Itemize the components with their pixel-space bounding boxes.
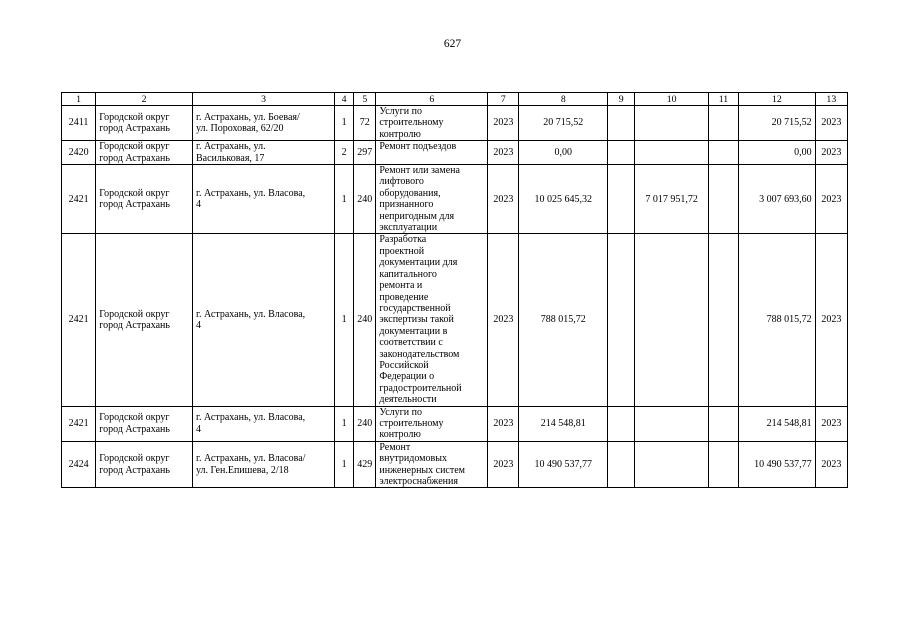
cell-work-type-line: Федерации о	[379, 371, 435, 383]
cell-col-12: 20 715,52	[739, 106, 816, 141]
page-number: 627	[443, 38, 462, 50]
cell-total-cost: 20 715,52	[519, 106, 608, 141]
cell-work-type-line: Разработка	[379, 234, 427, 246]
cell-col-5: 72	[354, 106, 376, 141]
cell-col-4: 1	[335, 406, 354, 441]
cell-col-9	[608, 441, 635, 488]
cell-work-type	[376, 106, 488, 141]
cell-municipality-line: Городской округ	[99, 412, 170, 424]
cell-col-12: 3 007 693,60	[739, 165, 816, 234]
cell-municipality-line: город Астрахань	[99, 199, 170, 211]
cell-work-type-line: Российской	[379, 359, 429, 371]
cell-work-type-line: оборудования,	[379, 187, 441, 199]
cell-year: 2023	[488, 441, 519, 488]
table-body	[62, 93, 848, 488]
cell-municipality-line: Городской округ	[99, 187, 170, 199]
cell-col-11	[708, 106, 738, 141]
cell-year: 2023	[488, 141, 519, 165]
cell-address-line: ул. Ген.Епишева, 2/18	[195, 464, 289, 476]
cell-record-id: 2421	[62, 406, 96, 441]
cell-address	[192, 406, 334, 441]
column-number: 5	[354, 93, 376, 106]
cell-year: 2023	[488, 165, 519, 234]
column-number: 12	[739, 93, 816, 106]
cell-municipality-line: Городской округ	[99, 141, 170, 153]
cell-work-type-line: лифтового	[379, 176, 424, 188]
column-number: 3	[192, 93, 334, 106]
cell-work-type-line: контролю	[379, 128, 421, 140]
cell-total-cost: 788 015,72	[519, 234, 608, 406]
column-number: 9	[608, 93, 635, 106]
cell-col-11	[708, 441, 738, 488]
cell-col-12: 214 548,81	[739, 406, 816, 441]
column-number: 6	[376, 93, 488, 106]
cell-col-10	[635, 234, 709, 406]
column-number: 2	[96, 93, 193, 106]
cell-col-9	[608, 141, 635, 165]
cell-work-type-line: законодательством	[379, 348, 460, 360]
cell-work-type-line: капитального	[379, 268, 437, 280]
cell-record-id: 2411	[62, 106, 96, 141]
cell-completion-year: 2023	[815, 141, 847, 165]
cell-work-type-line: Ремонт	[379, 441, 411, 453]
cell-year: 2023	[488, 406, 519, 441]
cell-work-type-line: документации в	[379, 325, 448, 337]
cell-address-line: 4	[195, 423, 201, 435]
cell-work-type-line: деятельности	[379, 394, 437, 406]
cell-col-5: 240	[354, 234, 376, 406]
cell-work-type	[376, 141, 488, 165]
table-row	[62, 165, 848, 234]
cell-completion-year: 2023	[815, 441, 847, 488]
cell-work-type-line: Услуги по	[379, 406, 422, 418]
cell-work-type	[376, 441, 488, 488]
cell-address-line: г. Астрахань, ул. Власова,	[195, 412, 306, 424]
cell-col-12: 0,00	[739, 141, 816, 165]
cell-address-line: г. Астрахань, ул. Власова,	[195, 187, 306, 199]
cell-total-cost: 10 490 537,77	[519, 441, 608, 488]
column-number: 11	[708, 93, 738, 106]
cell-municipality-line: Городской округ	[99, 453, 170, 465]
cell-address	[192, 141, 334, 165]
cell-col-5: 240	[354, 165, 376, 234]
cell-work-type-line: электроснабжения	[379, 476, 458, 487]
cell-work-type	[376, 165, 488, 234]
cell-address-line: г. Астрахань, ул. Боевая/	[195, 111, 300, 123]
cell-address	[192, 441, 334, 488]
cell-municipality-line: город Астрахань	[99, 423, 170, 435]
cell-municipality-line: город Астрахань	[99, 123, 170, 135]
cell-col-11	[708, 234, 738, 406]
cell-record-id: 2421	[62, 234, 96, 406]
cell-col-9	[608, 234, 635, 406]
cell-work-type-line: строительному	[379, 417, 444, 429]
column-number: 4	[335, 93, 354, 106]
cell-work-type-line: внутридомовых	[379, 453, 447, 465]
cell-municipality	[96, 234, 193, 406]
column-number: 1	[62, 93, 96, 106]
cell-col-12: 788 015,72	[739, 234, 816, 406]
cell-year: 2023	[488, 106, 519, 141]
table-row	[62, 106, 848, 141]
cell-work-type-line: непригодным для	[379, 210, 455, 222]
cell-address-line: 4	[195, 320, 201, 332]
cell-work-type-line: контролю	[379, 429, 421, 441]
cell-total-cost: 214 548,81	[519, 406, 608, 441]
column-number: 13	[815, 93, 847, 106]
cell-address-line: г. Астрахань, ул. Власова/	[195, 453, 306, 465]
table-row	[62, 441, 848, 488]
cell-col-10	[635, 106, 709, 141]
cell-completion-year: 2023	[815, 106, 847, 141]
cell-address	[192, 234, 334, 406]
table-row	[62, 234, 848, 406]
cell-col-4: 1	[335, 106, 354, 141]
cell-col-5: 240	[354, 406, 376, 441]
cell-work-type-line: Услуги по	[379, 106, 422, 117]
column-number-row	[62, 93, 848, 106]
cell-municipality	[96, 165, 193, 234]
cell-work-type-line: экспертизы такой	[379, 314, 454, 326]
cell-municipality-line: город Астрахань	[99, 464, 170, 476]
cell-completion-year: 2023	[815, 234, 847, 406]
cell-municipality	[96, 441, 193, 488]
cell-col-10	[635, 441, 709, 488]
cell-work-type-line: градостроительной	[379, 382, 462, 394]
cell-col-5: 297	[354, 141, 376, 165]
cell-completion-year: 2023	[815, 165, 847, 234]
cell-municipality-line: город Астрахань	[99, 152, 170, 164]
cell-col-5: 429	[354, 441, 376, 488]
cell-work-type-line: Ремонт или замена	[379, 165, 460, 177]
cell-work-type-line: признанного	[379, 199, 434, 211]
cell-address-line: ул. Пороховая, 62/20	[195, 123, 284, 135]
cell-municipality	[96, 141, 193, 165]
cell-address	[192, 106, 334, 141]
cell-work-type	[376, 234, 488, 406]
cell-municipality	[96, 106, 193, 141]
cell-municipality-line: Городской округ	[99, 308, 170, 320]
cell-work-type-line: Ремонт подъездов	[379, 141, 457, 153]
cell-col-4: 2	[335, 141, 354, 165]
cell-col-11	[708, 141, 738, 165]
cell-col-10: 7 017 951,72	[635, 165, 709, 234]
cell-address-line: г. Астрахань, ул.	[195, 141, 266, 153]
cell-completion-year: 2023	[815, 406, 847, 441]
cell-col-9	[608, 406, 635, 441]
cell-work-type	[376, 406, 488, 441]
column-number: 8	[519, 93, 608, 106]
cell-col-4: 1	[335, 234, 354, 406]
column-number: 7	[488, 93, 519, 106]
cell-work-type-line: проведение	[379, 291, 429, 303]
cell-work-type-line: проектной	[379, 245, 425, 257]
cell-work-type-line: государственной	[379, 302, 451, 314]
cell-work-type-line: документации для	[379, 257, 458, 269]
cell-address-line: г. Астрахань, ул. Власова,	[195, 308, 306, 320]
cell-col-9	[608, 165, 635, 234]
cell-total-cost: 10 025 645,32	[519, 165, 608, 234]
cell-year: 2023	[488, 234, 519, 406]
cell-total-cost: 0,00	[519, 141, 608, 165]
capital-repair-table	[61, 92, 848, 488]
cell-municipality-line: Городской округ	[99, 111, 170, 123]
cell-col-12: 10 490 537,77	[739, 441, 816, 488]
cell-col-9	[608, 106, 635, 141]
cell-municipality	[96, 406, 193, 441]
cell-col-4: 1	[335, 441, 354, 488]
cell-address-line: 4	[195, 199, 201, 211]
cell-work-type-line: эксплуатации	[379, 222, 438, 234]
cell-work-type-line: соответствии с	[379, 337, 443, 349]
cell-work-type-line: инженерных систем	[379, 464, 466, 476]
table-row	[62, 406, 848, 441]
cell-record-id: 2421	[62, 165, 96, 234]
cell-work-type-line: ремонта и	[379, 280, 423, 292]
column-number: 10	[635, 93, 709, 106]
cell-municipality-line: город Астрахань	[99, 320, 170, 332]
table-row	[62, 141, 848, 165]
cell-address	[192, 165, 334, 234]
cell-address-line: Васильковая, 17	[195, 152, 265, 164]
cell-col-11	[708, 406, 738, 441]
cell-record-id: 2424	[62, 441, 96, 488]
cell-col-10	[635, 406, 709, 441]
cell-record-id: 2420	[62, 141, 96, 165]
cell-col-4: 1	[335, 165, 354, 234]
cell-col-11	[708, 165, 738, 234]
cell-work-type-line: строительному	[379, 117, 444, 129]
cell-col-10	[635, 141, 709, 165]
